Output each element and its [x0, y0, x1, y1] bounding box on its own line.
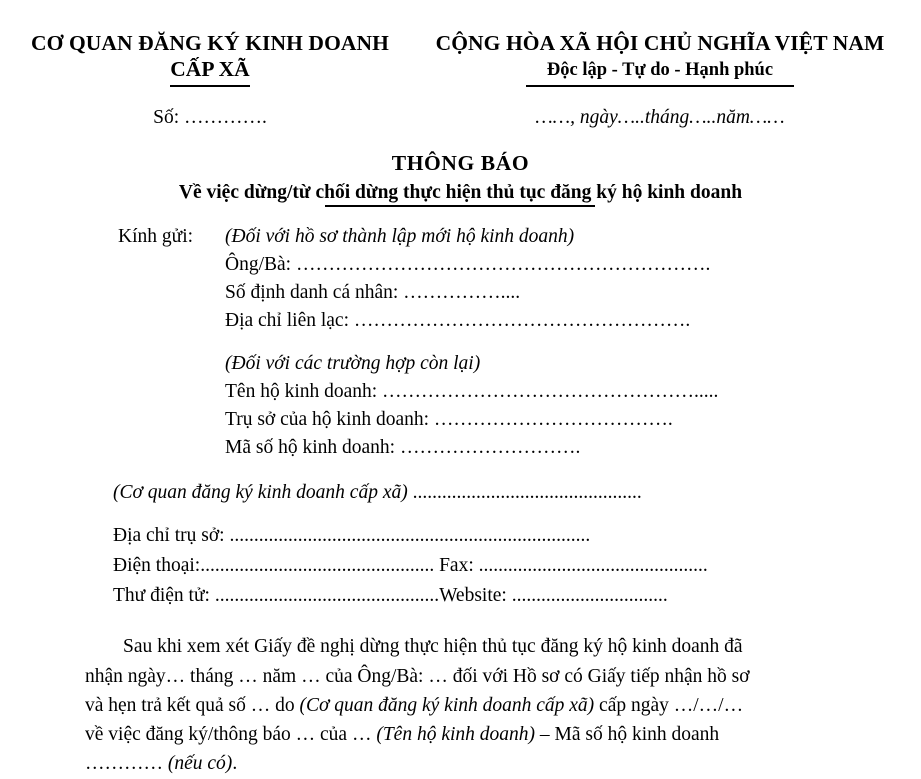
agency-contact-block — [0, 521, 921, 610]
agency-phone-label: Điện thoại: — [113, 555, 201, 577]
agency-block — [0, 478, 921, 507]
issuing-agency-line1: CƠ QUAN ĐĂNG KÝ KINH DOANH — [31, 31, 389, 55]
agency-name-italic: (Cơ quan đăng ký kinh doanh cấp xã) — [113, 482, 408, 504]
title-block — [0, 151, 921, 207]
document-number: Số: …………. — [153, 107, 267, 129]
body-paragraph-line-4 — [85, 720, 841, 749]
recipient-field-contact-address: Địa chỉ liên lạc: ……………………………………………. — [225, 309, 691, 331]
recipient-row — [0, 223, 921, 463]
recipient-field-business-code: Mã số hộ kinh doanh: ………………………. — [225, 437, 581, 459]
document-subtitle-underline — [325, 205, 595, 207]
national-motto-underline — [526, 85, 794, 87]
agency-website-label: Website: — [439, 584, 507, 606]
reference-row — [0, 107, 921, 129]
body-paragraph-text-4b: – Mã số hộ kinh doanh — [535, 724, 720, 746]
agency-address-dots: .......................................................................... — [224, 525, 591, 547]
national-name: CỘNG HÒA XÃ HỘI CHỦ NGHĨA VIỆT NAM — [435, 31, 885, 55]
recipient-group1-note: (Đối với hồ sơ thành lập mới hộ kinh doanh) — [225, 225, 575, 247]
body-paragraph-text-3a: và hẹn trả kết quả số … do — [85, 694, 300, 716]
recipient-field-business-name: Tên hộ kinh doanh: …………………………………………..... — [225, 380, 719, 402]
body-paragraph-text-2: nhận ngày… tháng … năm … của Ông/Bà: … đối với Hồ sơ có Giấy tiếp nhận hồ sơ — [85, 665, 750, 687]
body-paragraph-text-5a: ………… — [85, 753, 168, 775]
agency-address-row — [113, 521, 921, 551]
agency-email-label: Thư điện tử: — [113, 584, 210, 606]
body-paragraph-text-5b: . — [232, 753, 238, 775]
issuing-agency-line2: CẤP XÃ — [170, 57, 250, 82]
agency-website-dots: ................................ — [506, 584, 668, 606]
recipient-salutation: Kính gửi: — [118, 225, 194, 247]
issuing-agency-underline — [170, 85, 250, 87]
national-motto: Độc lập - Tự do - Hạnh phúc — [546, 60, 774, 81]
recipient-group-gap — [225, 335, 921, 350]
body-paragraph-line-1 — [85, 632, 841, 661]
agency-address-label: Địa chỉ trụ sở: — [113, 525, 225, 547]
body-paragraph-text-4a: về việc đăng ký/thông báo … của … — [85, 724, 377, 746]
body-paragraph-text-1: Sau khi xem xét Giấy đề nghị dừng thực hiện thủ tục đăng ký hộ kinh doanh đã — [123, 636, 743, 658]
recipient-group2-note: (Đối với các trường hợp còn lại) — [225, 352, 481, 374]
agency-name-dots: ............................................... — [407, 482, 642, 504]
recipient-fields — [225, 223, 921, 463]
body-paragraph-line-3 — [85, 691, 841, 720]
issuing-agency-block — [0, 30, 410, 87]
body-paragraph-business-italic: (Tên hộ kinh doanh) — [376, 724, 536, 746]
national-heading-block — [410, 30, 910, 87]
agency-email-website-row — [113, 581, 921, 611]
agency-fax-label: Fax: — [439, 555, 474, 577]
body-paragraph-line-5 — [85, 749, 841, 778]
body-paragraph-text-3b: cấp ngày …/…/… — [594, 694, 744, 716]
document-header — [0, 0, 921, 87]
agency-phone-dots: ................................................ — [200, 555, 435, 577]
document-subtitle: Về việc dừng/từ chối dừng thực hiện thủ tục đăng ký hộ kinh doanh — [178, 182, 743, 204]
agency-email-dots: .............................................. — [209, 584, 440, 606]
document-subtitle-wrapper — [179, 182, 742, 207]
document-date: ……, ngày…..tháng…..năm…… — [535, 107, 785, 129]
recipient-field-personal-id: Số định danh cá nhân: …………….... — [225, 281, 521, 303]
body-paragraph-line-2 — [85, 662, 841, 691]
recipient-field-fullname: Ông/Bà: ………………………………………………………. — [225, 253, 711, 275]
recipient-field-business-office: Trụ sở của hộ kinh doanh: ………………………………. — [225, 409, 673, 430]
body-paragraph-optional-italic: (nếu có) — [167, 753, 233, 775]
agency-name-row — [113, 478, 921, 507]
recipient-block — [0, 223, 921, 463]
agency-fax-dots: ............................................... — [473, 555, 708, 577]
body-paragraph-agency-italic: (Cơ quan đăng ký kinh doanh cấp xã) — [299, 694, 595, 716]
agency-phone-fax-row — [113, 551, 921, 581]
document-title: THÔNG BÁO — [391, 151, 530, 176]
body-paragraph — [0, 632, 921, 778]
